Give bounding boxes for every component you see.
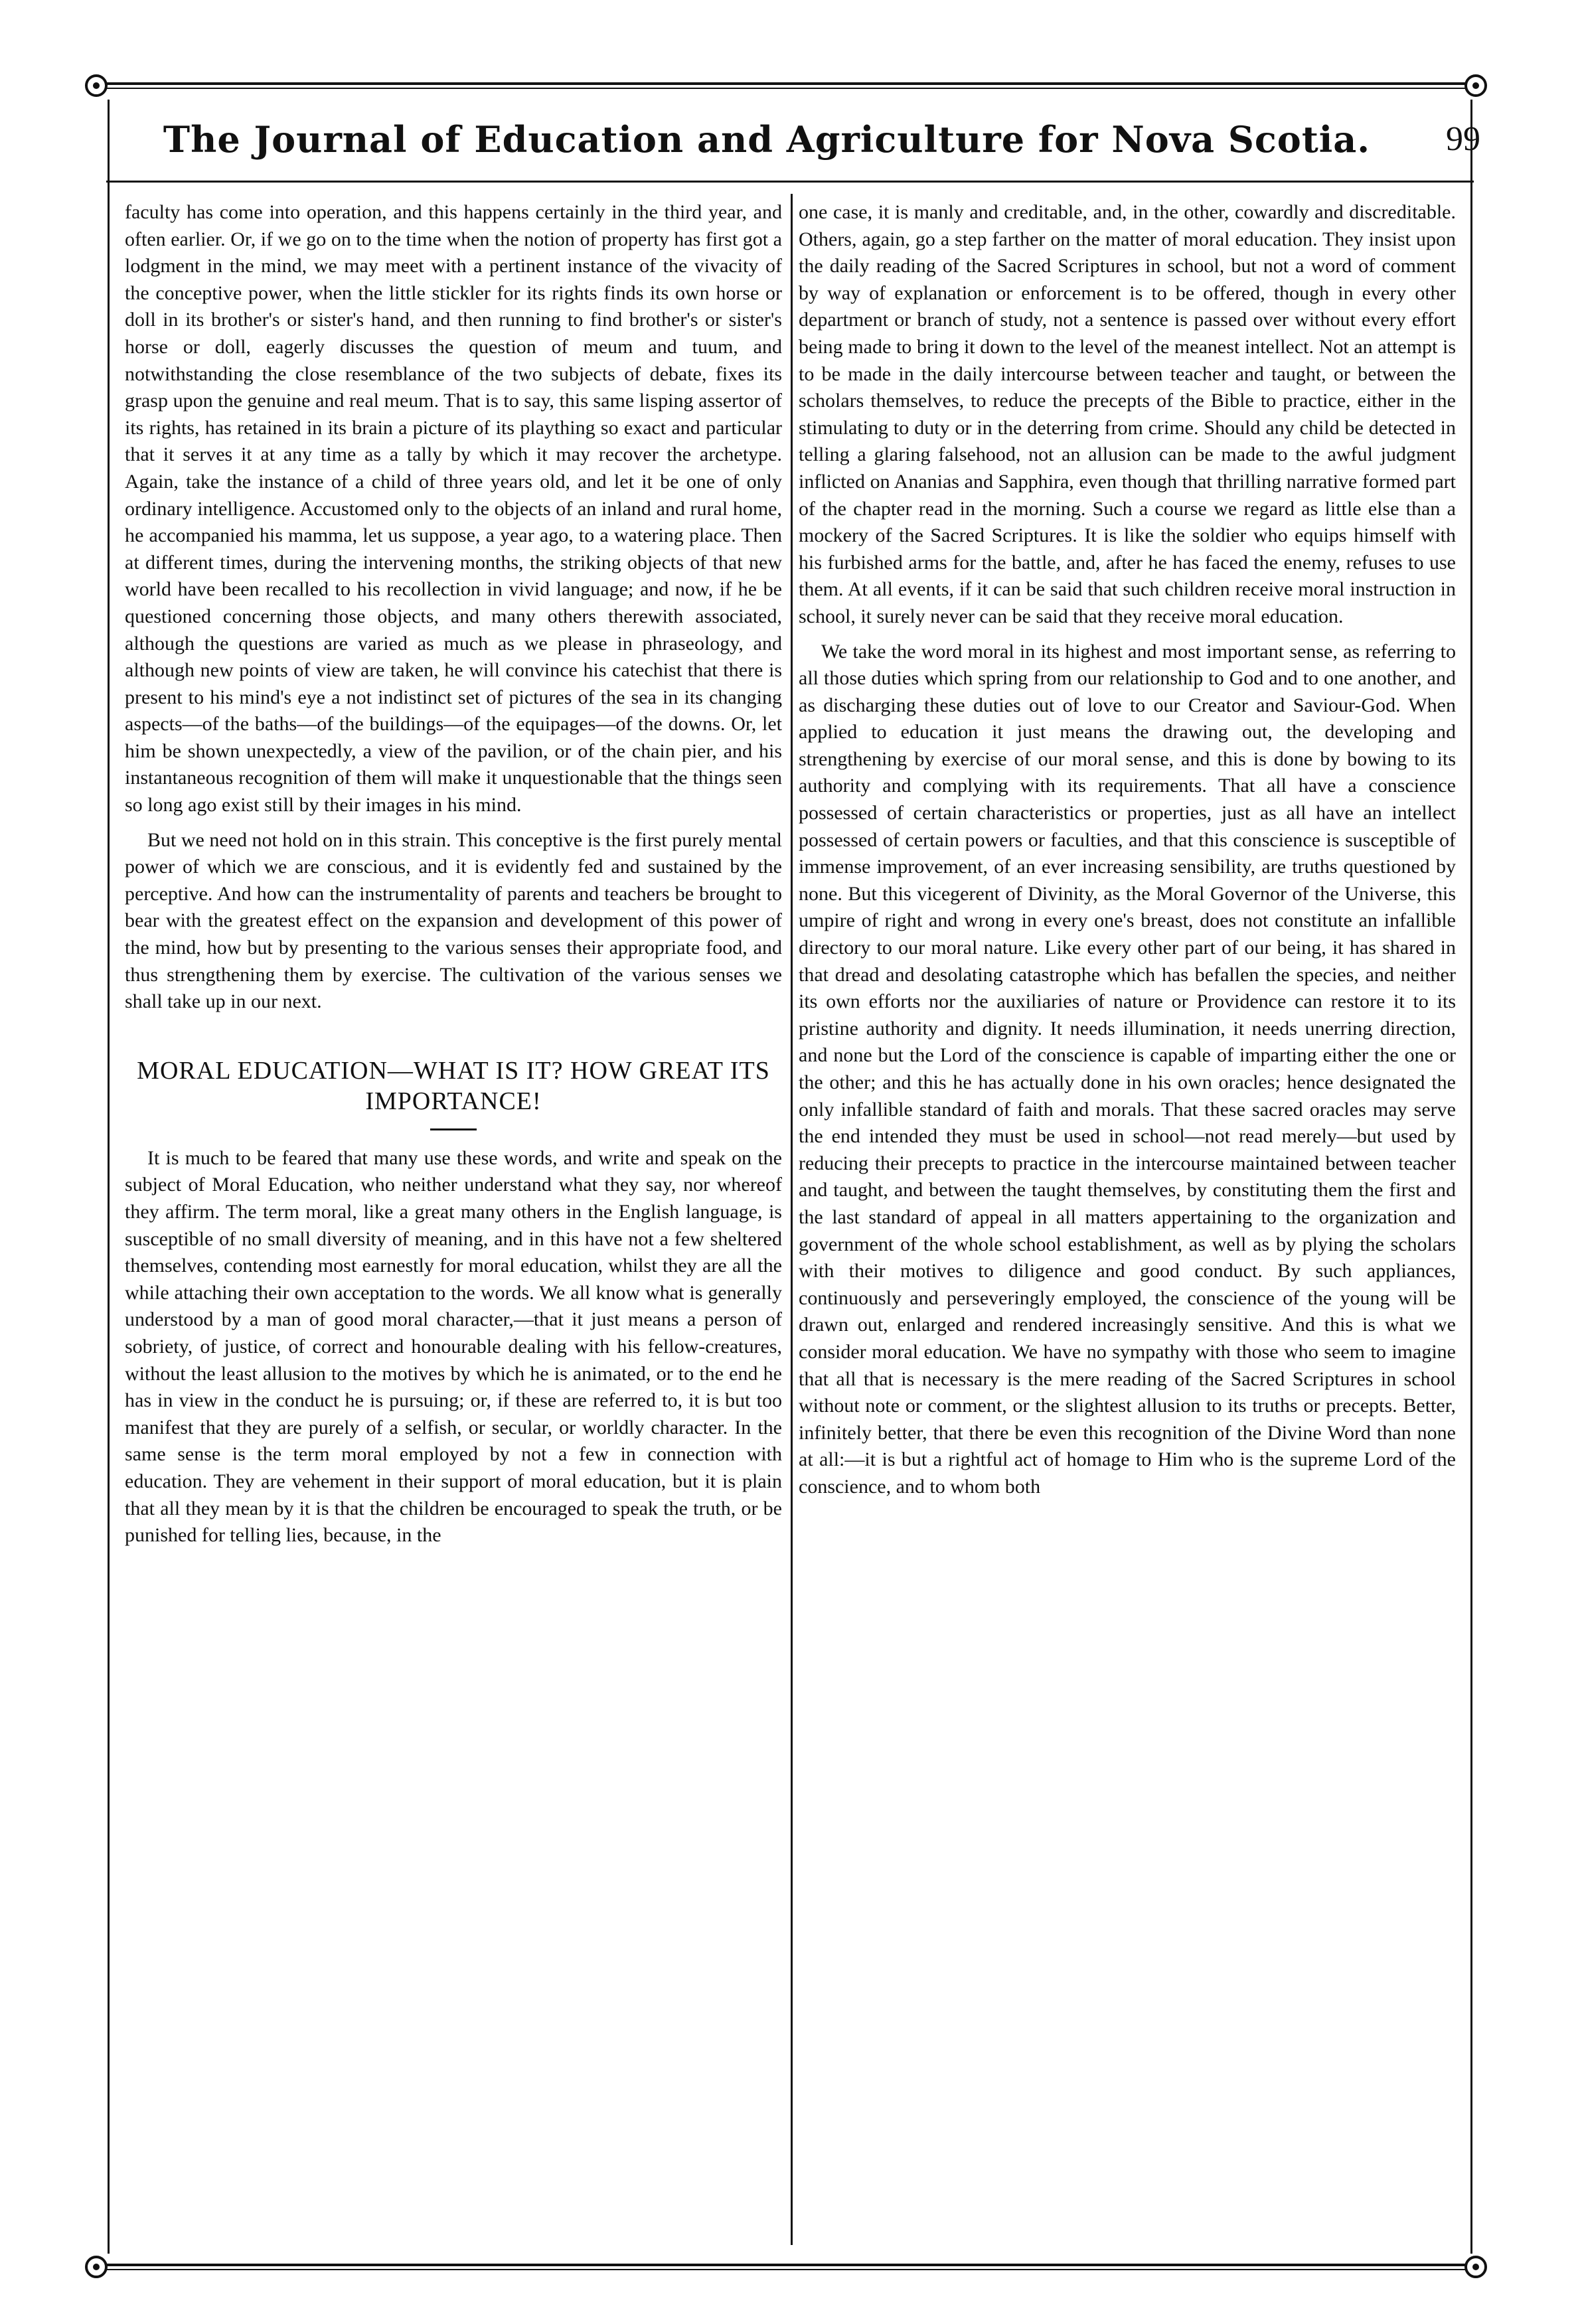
section-title-rule xyxy=(430,1128,477,1130)
right-border-line xyxy=(1470,100,1472,2254)
right-paragraph-2: We take the word moral in its highest and most important sense, as referring to all those duties which spring from our relationship to God and to one another, and as discharging these duties out of love to our Creator and Saviour-God. When applied to education it just means the drawing out, the developing and strengthening by exercise of our moral sense, and this is done by bowing to its authority and complying with its requirements. That all have a conscience possessed of certain characteristics or properties, just as all have an intellect possessed of certain powers or faculties, and that this conscience is susceptible of immense improvement, of an ever increasing sensibility, are truths questioned by none. But this vicegerent of Divinity, as the Moral Governor of the Universe, this umpire of right and wrong in every one's breast, does not constitute an infallible directory to our moral nature. Like every other part of our being, it has shared in that dread and desolating catastrophe which has befallen the species, and neither its own efforts nor the auxiliaries of nature or Providence can restore it to its pristine authority and dignity. It needs illumination, it needs unerring direction, and none but the Lord of the conscience is capable of imparting either the one or the other; and this he has actually done in his own oracles; hence designated the only infallible standard of faith and morals. That these sacred oracles may serve the end intended they must be used in school—not read merely—but used by reducing their precepts to practice in the intercourse maintained between teacher and taught, and between the taught themselves, by constituting them the first and the last standard of appeal in all matters appertaining to the organization and government of the whole school establishment, as well as by plying the scholars with their motives to diligence and good conduct. By such appliances, continuously and perseveringly employed, the conscience of the young will be drawn out, enlarged and rendered increasingly sensitive. And this is what we consider moral education. We have no sympathy with those who seem to imagine that all that is necessary is the mere reading of the Sacred Scriptures in school without note or comment, or the slightest allusion to its truths or precepts. Better, infinitely better, that there be even this recognition of the Divine Word than none at all:—it is but a rightful act of homage to Him who is the supreme Lord of the conscience, and to whom both xyxy=(799,640,1456,1498)
top-border-line-inner xyxy=(100,88,1480,89)
corner-ornament-top-left xyxy=(85,74,108,97)
running-header xyxy=(86,106,1447,173)
page-number: 99 xyxy=(1446,120,1480,158)
right-column xyxy=(799,199,1456,2237)
corner-ornament-bottom-right xyxy=(1464,2256,1487,2278)
top-border-line xyxy=(100,82,1480,85)
corner-ornament-top-right xyxy=(1464,74,1487,97)
left-paragraph-2: But we need not hold on in this strain. This conceptive is the first purely mental power of which we are conscious, and it is evidently fed and sustained by the perceptive. And how can the instrumentality of parents and teachers be brought to bear with the greatest effect on the expansion and development of this power of the mind, how but by presenting to the various senses their appropriate food, and thus strengthening them by exercise. The cultivation of the various senses we shall take up in our next. xyxy=(125,828,782,1013)
left-column xyxy=(125,199,782,2237)
bottom-border-line-inner xyxy=(100,2269,1480,2270)
journal-title: The Journal of Education and Agriculture for Nova Scotia. xyxy=(163,118,1371,161)
header-underline xyxy=(106,181,1474,183)
left-border-line xyxy=(108,100,110,2254)
left-paragraph-1: faculty has come into operation, and this happens certainly in the third year, and often earlier. Or, if we go on to the time when the notion of property has first got a lodgment in the mind, we may meet with a pertinent instance of the vivacity of the conceptive power, when the little stickler for its rights finds its own horse or doll in its brother's or sister's hand, and then running to find brother's or sister's horse or doll, eagerly discusses the question of meum and tuum, and notwithstanding the close resemblance of the two subjects of debate, fixes its grasp upon the genuine and real meum. That is to say, this same lisping assertor of its rights, has retained in its brain a picture of its plaything so exact and particular that it serves it at any time as a tally by which it may recover the archetype. Again, take the instance of a child of three years old, and let it be one of only ordinary intelligence. Accustomed only to the objects of an inland and rural home, he accompanied his mamma, let us suppose, a year ago, to a watering place. Then at different times, during the intervening months, the striking objects of that new world have been recalled to his recollection in vivid language; and now, if he be questioned concerning those objects, and many others therewith associated, although the questions are varied as much as we please in phraseology, and although new points of view are taken, he will convince his catechist that there is present to his mind's eye a not indistinct set of pictures of the sea in its changing aspects—of the baths—of the buildings—of the equipages—of the downs. Or, let him be shown unexpectedly, a view of the pavilion, or of the chain pier, and his instantaneous recognition of them will make it unquestionable that the things seen so long ago exist still by their images in his mind. xyxy=(125,201,782,816)
right-paragraph-1: one case, it is manly and creditable, and, in the other, cowardly and discreditable. Others, again, go a step farther on the matter of moral education. They insist upon the daily reading of the Sacred Scriptures in school, but not a word of comment by way of explanation or enforcement is to be offered, though in every other department or branch of study, not a sentence is passed over without every effort being made to bring it down to the level of the meanest intellect. Not an attempt is to be made in the daily intercourse between teacher and taught, or between the scholars themselves, to reduce the precepts of the Bible to practice, either in the stimulating to duty or in the deterring from crime. Should any child be detected in telling a glaring falsehood, not an allusion can be made to the awful judgment inflicted on Ananias and Sapphira, even though that thrilling narrative formed part of the chapter read in the morning. Such a course we regard as little else than a mockery of the Sacred Scriptures. It is like the soldier who equips himself with his furbished arms for the battle, and, after he has faced the enemy, refuses to use them. At all events, if it can be said that such children receive moral instruction in school, it surely never can be said that they receive moral education. xyxy=(799,201,1456,627)
section-title: MORAL EDUCATION—WHAT IS IT? HOW GREAT ITS IMPORTANCE! xyxy=(137,1056,770,1115)
column-divider xyxy=(791,194,793,2245)
left-paragraph-3: It is much to be feared that many use these words, and write and speak on the subject of Moral Education, who neither understand what they say, nor whereof they affirm. The term moral, like a great many others in the English language, is susceptible of no small diversity of meaning, and in this have not a few sheltered themselves, contending most earnestly for moral education, whilst they are all the while attaching their own acceptation to the words. We all know what is generally understood by a man of good moral character,—that it just means a person of sobriety, of justice, of correct and honourable dealing with his fellow-creatures, without the least allusion to the motives by which he is animated, or to the end he has in view in the conduct he is pursuing; or, if these are referred to, it is but too manifest that they are purely of a selfish, or secular, or worldly character. In the same sense is the term moral employed by not a few in connection with education. They are vehement in their support of moral education, but it is plain that all they mean by it is that the children be encouraged to speak the truth, or be punished for telling lies, because, in the xyxy=(125,1146,782,1547)
bottom-border-line xyxy=(100,2264,1480,2266)
corner-ornament-bottom-left xyxy=(85,2256,108,2278)
